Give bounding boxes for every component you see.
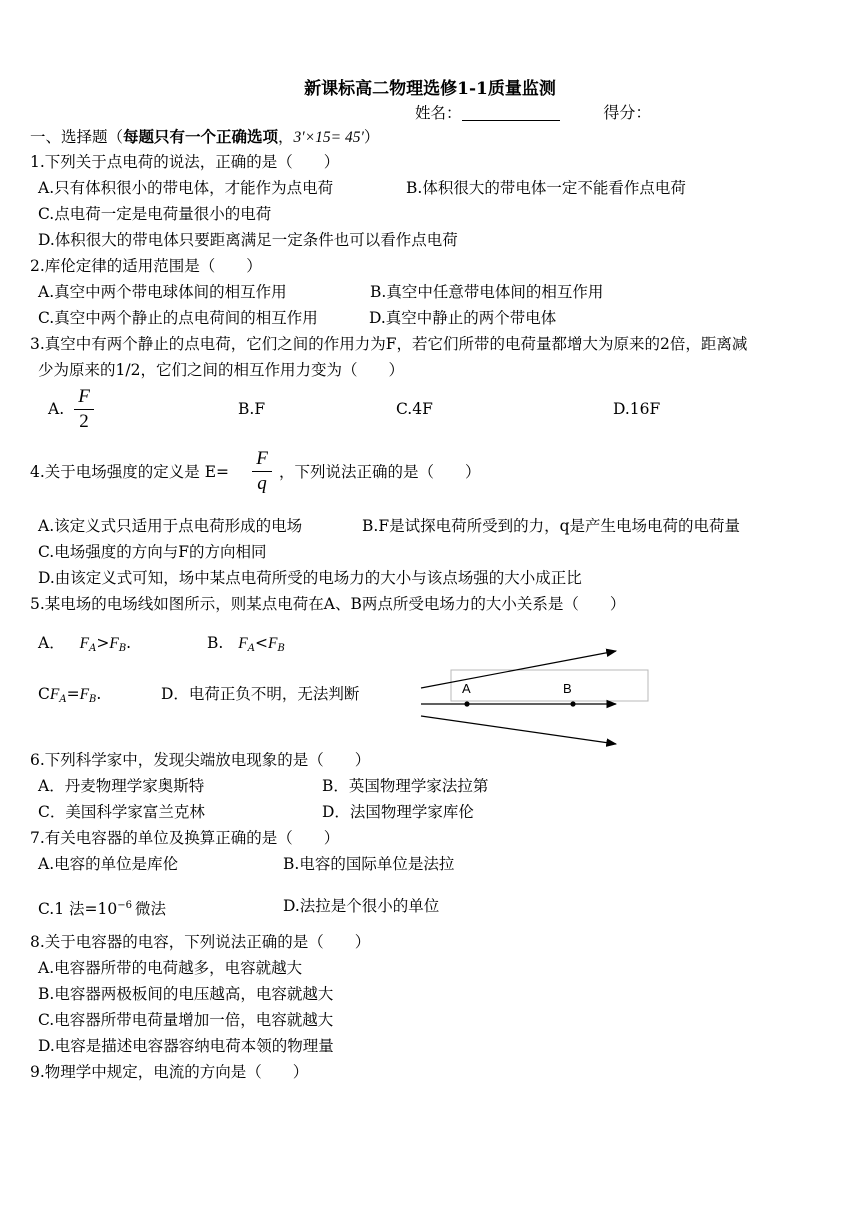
question-6-option-c: C．美国科学家富兰克林 bbox=[38, 803, 205, 821]
diagram-frame bbox=[451, 670, 648, 701]
point-b-dot bbox=[570, 701, 575, 706]
question-4-fraction: F q bbox=[252, 448, 272, 495]
question-3-option-a-label: A. bbox=[48, 400, 65, 418]
question-7-option-c: C.1 法$=10^{-6}$ 微法 bbox=[38, 900, 166, 918]
question-5-option-a: A． $F_A>F_B$. bbox=[38, 634, 132, 654]
question-7-option-d: D.法拉是个很小的单位 bbox=[283, 897, 440, 915]
question-2-stem: 2.库伦定律的适用范围是（ ） bbox=[30, 257, 262, 275]
question-6-option-d: D．法国物理学家库伦 bbox=[322, 803, 474, 821]
question-3-option-a-fraction: F 2 bbox=[74, 386, 94, 433]
question-7-option-a: A.电容的单位是库伦 bbox=[38, 855, 179, 873]
section-points: 3′×15= 45′ bbox=[293, 129, 364, 146]
question-1-option-a: A.只有体积很小的带电体，才能作为点电荷 bbox=[38, 179, 334, 197]
question-3-stem-line-2: 少为原来的1/2，它们之间的相互作用力变为（ ） bbox=[38, 361, 404, 379]
point-a-label: A bbox=[462, 681, 471, 696]
question-4-option-c: C.电场强度的方向与F的方向相同 bbox=[38, 543, 267, 561]
question-7-stem: 7.有关电容器的单位及换算正确的是（ ） bbox=[30, 829, 340, 847]
question-4-option-d: D.由该定义式可知，场中某点电荷所受的电场力的大小与该点场强的大小成正比 bbox=[38, 569, 582, 587]
point-b-label: B bbox=[563, 681, 572, 696]
point-a-dot bbox=[464, 701, 469, 706]
question-3-option-b: B.F bbox=[238, 400, 266, 418]
question-2-option-a: A.真空中两个带电球体间的相互作用 bbox=[38, 283, 287, 301]
question-6-option-b: B．英国物理学家法拉第 bbox=[322, 777, 489, 795]
question-5-option-c: $CF_A=F_B$. bbox=[38, 685, 102, 705]
page-title: 新课标高二物理选修1-1质量监测 bbox=[304, 79, 556, 99]
question-8-option-a: A.电容器所带的电荷越多，电容就越大 bbox=[38, 959, 303, 977]
question-1-option-b: B.体积很大的带电体一定不能看作点电荷 bbox=[406, 179, 686, 197]
question-5-option-d: D．电荷正负不明，无法判断 bbox=[161, 685, 360, 703]
question-4-stem-pre: 4.关于电场强度的定义是 E= bbox=[30, 463, 230, 481]
question-3-stem-line-1: 3.真空中有两个静止的点电荷，它们之间的作用力为F，若它们所带的电荷量都增大为原来的2倍，距离减 bbox=[30, 335, 748, 353]
section-note: 每题只有一个正确选项 bbox=[123, 127, 279, 146]
question-5-option-b: B. $F_A<F_B$ bbox=[207, 634, 285, 654]
question-6-option-a: A．丹麦物理学家奥斯特 bbox=[38, 777, 205, 795]
question-8-option-c: C.电容器所带电荷量增加一倍，电容就越大 bbox=[38, 1011, 334, 1029]
question-1-option-d: D.体积很大的带电体只要距离满足一定条件也可以看作点电荷 bbox=[38, 231, 458, 249]
question-2-option-d: D.真空中静止的两个带电体 bbox=[369, 309, 557, 327]
question-2-option-b: B.真空中任意带电体间的相互作用 bbox=[370, 283, 604, 301]
question-4-stem-post: ，下列说法正确的是（ ） bbox=[279, 463, 481, 481]
name-label: 姓名： bbox=[415, 104, 462, 122]
question-1-stem: 1.下列关于点电荷的说法，正确的是（ ） bbox=[30, 153, 340, 171]
field-line-lower bbox=[421, 716, 616, 744]
section-heading: 一、选择题（每题只有一个正确选项，3′×15= 45′） bbox=[30, 127, 380, 146]
question-4-option-b: B.F是试探电荷所受到的力，q是产生电场电荷的电荷量 bbox=[362, 517, 740, 535]
question-3-option-c: C.4F bbox=[396, 400, 433, 418]
question-9-stem: 9.物理学中规定，电流的方向是（ ） bbox=[30, 1063, 309, 1081]
question-2-option-c: C.真空中两个静止的点电荷间的相互作用 bbox=[38, 309, 318, 327]
question-5-stem: 5.某电场的电场线如图所示，则某点电荷在A、B两点所受电场力的大小关系是（ ） bbox=[30, 595, 626, 613]
question-6-stem: 6.下列科学家中，发现尖端放电现象的是（ ） bbox=[30, 751, 371, 769]
question-4-option-a: A.该定义式只适用于点电荷形成的电场 bbox=[38, 517, 303, 535]
question-8-option-d: D.电容是描述电容器容纳电荷本领的物理量 bbox=[38, 1037, 334, 1055]
question-8-stem: 8.关于电容器的电容，下列说法正确的是（ ） bbox=[30, 933, 371, 951]
question-8-option-b: B.电容器两极板间的电压越高，电容就越大 bbox=[38, 985, 334, 1003]
score-label: 得分： bbox=[603, 103, 652, 122]
question-1-option-c: C.点电荷一定是电荷量很小的电荷 bbox=[38, 205, 272, 223]
question-3-option-d: D.16F bbox=[613, 400, 661, 418]
question-7-option-b: B.电容的国际单位是法拉 bbox=[283, 855, 455, 873]
